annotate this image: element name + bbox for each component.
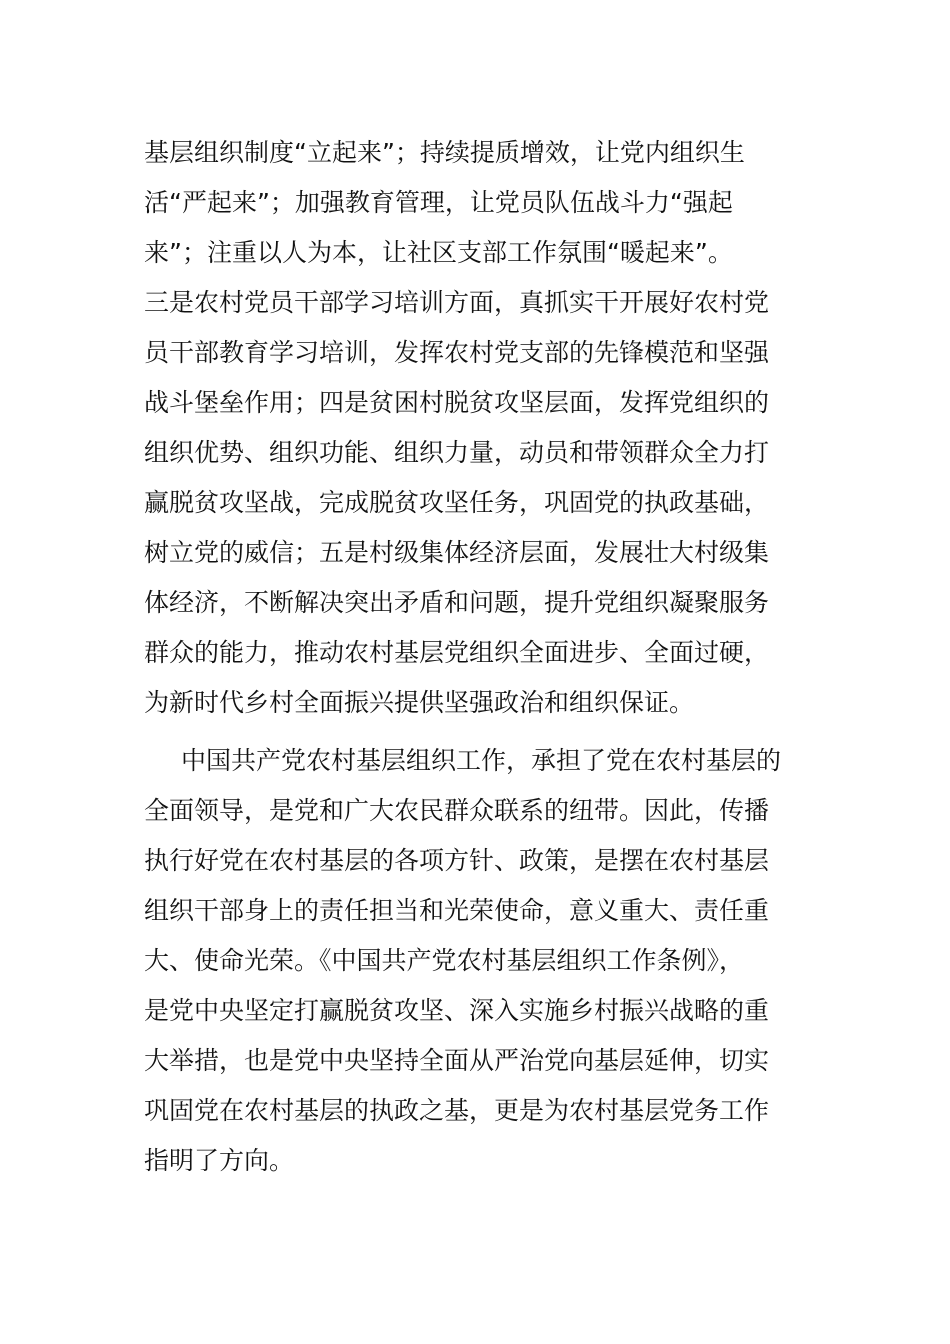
paragraph-continued (144, 128, 794, 728)
text-line-first-indented: 中国共产党农村基层组织工作，承担了党在农村基层的 (181, 746, 782, 775)
text-line: 基层组织制度“立起来”；持续提质增效，让党内组织生 (144, 138, 745, 167)
text-line: 组织优势、组织功能、组织力量，动员和带领群众全力打 (144, 438, 770, 467)
text-line: 指明了方向。 (144, 1146, 295, 1175)
text-line: 树立党的威信；五是村级集体经济层面，发展壮大村级集 (144, 538, 770, 567)
text-line: 三是农村党员干部学习培训方面，真抓实干开展好农村党 (144, 288, 770, 317)
paragraph-second (144, 736, 794, 1186)
text-line: 全面领导，是党和广大农民群众联系的纽带。因此，传播 (144, 796, 770, 825)
text-line: 组织干部身上的责任担当和光荣使命，意义重大、责任重 (144, 896, 770, 925)
document-body (144, 128, 794, 1186)
text-line: 是党中央坚定打赢脱贫攻坚、深入实施乡村振兴战略的重 (144, 996, 770, 1025)
text-line: 体经济，不断解决突出矛盾和问题，提升党组织凝聚服务 (144, 588, 770, 617)
text-line: 活“严起来”；加强教育管理，让党员队伍战斗力“强起 (144, 188, 733, 217)
text-line: 赢脱贫攻坚战，完成脱贫攻坚任务，巩固党的执政基础， (144, 488, 770, 517)
text-line: 为新时代乡村全面振兴提供坚强政治和组织保证。 (144, 688, 695, 717)
text-line: 来”；注重以人为本，让社区支部工作氛围“暖起来”。 (144, 238, 733, 267)
text-line: 战斗堡垒作用；四是贫困村脱贫攻坚层面，发挥党组织的 (144, 388, 770, 417)
paragraph-gap (144, 728, 794, 736)
text-line: 执行好党在农村基层的各项方针、政策，是摆在农村基层 (144, 846, 770, 875)
text-line: 员干部教育学习培训，发挥农村党支部的先锋模范和坚强 (144, 338, 770, 367)
text-line: 巩固党在农村基层的执政之基，更是为农村基层党务工作 (144, 1096, 770, 1125)
text-line: 大举措，也是党中央坚持全面从严治党向基层延伸，切实 (144, 1046, 770, 1075)
text-line: 群众的能力，推动农村基层党组织全面进步、全面过硬， (144, 638, 770, 667)
text-line: 大、使命光荣。《中国共产党农村基层组织工作条例》， (144, 946, 745, 975)
